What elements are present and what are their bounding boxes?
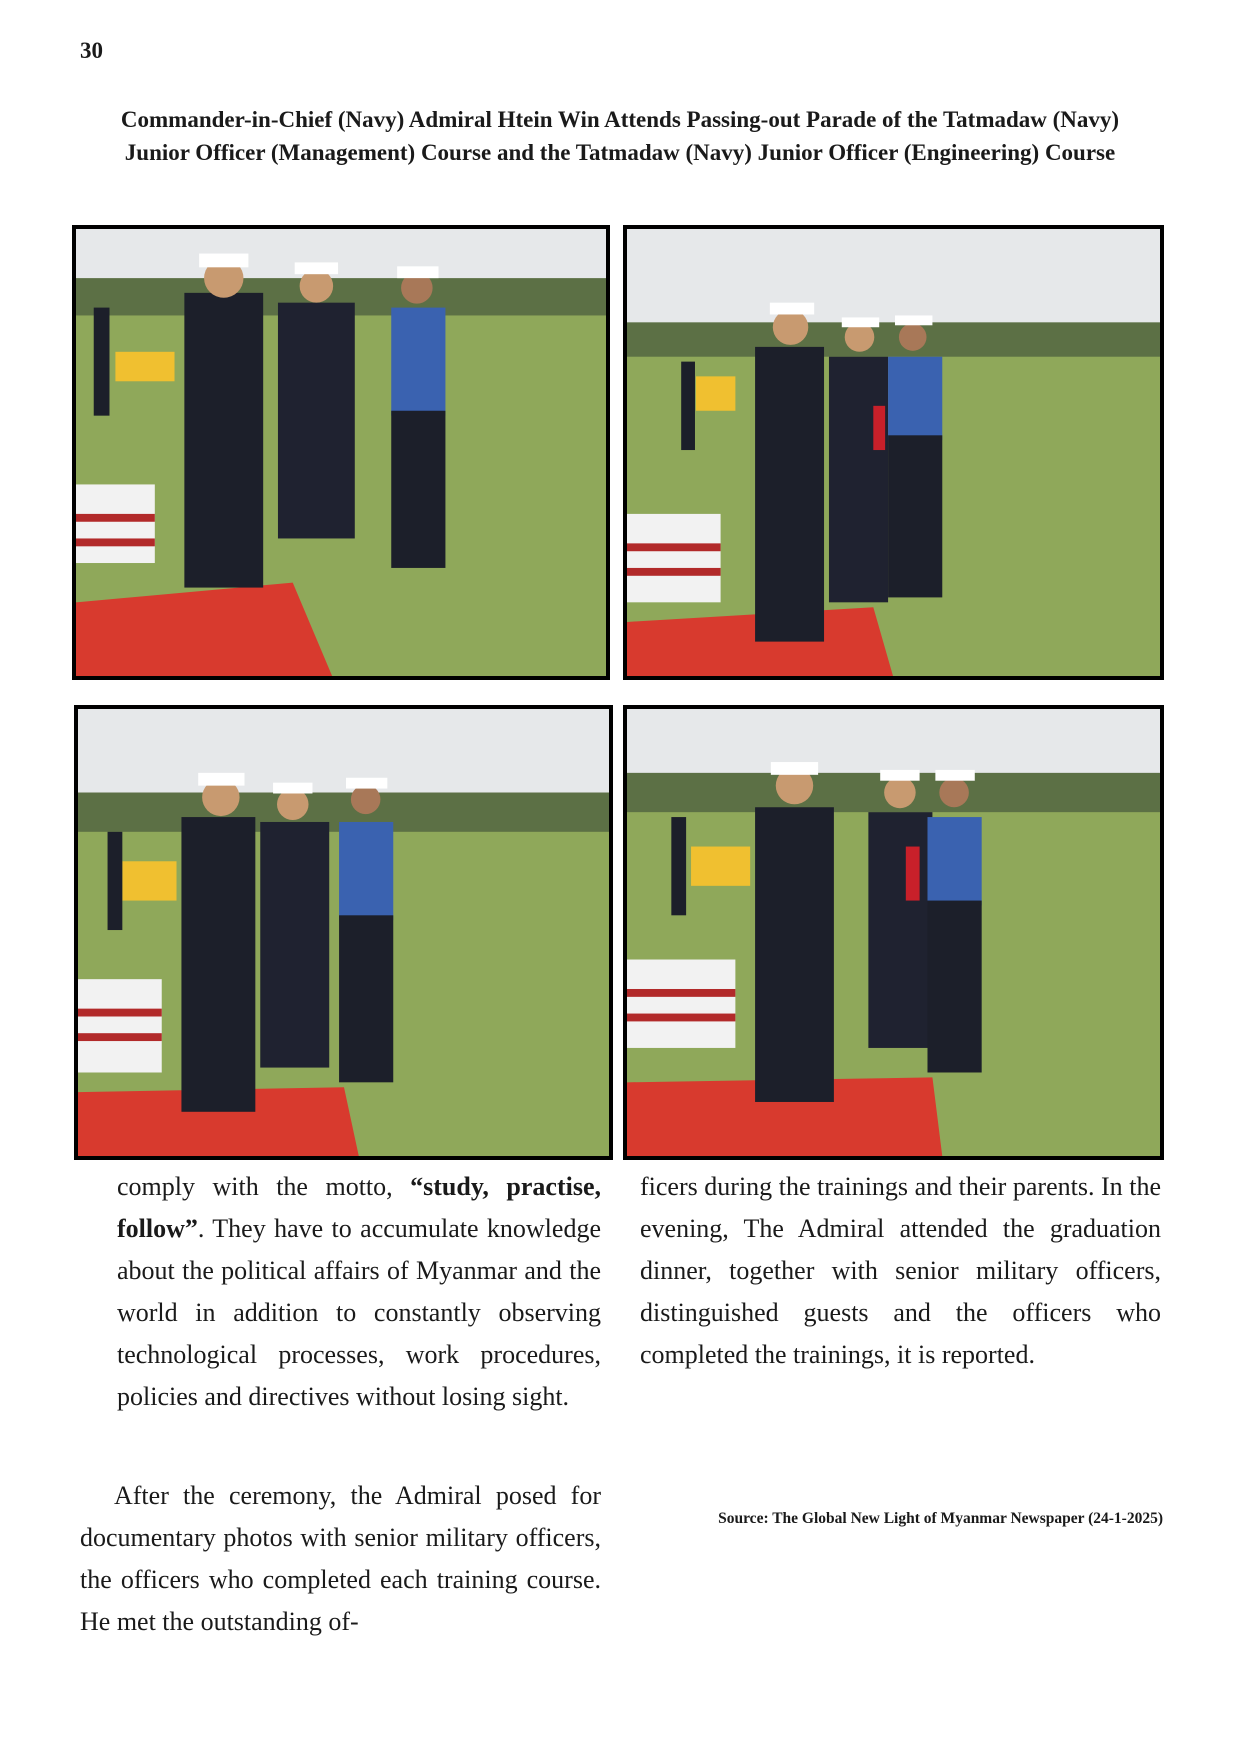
photo-scene	[78, 709, 609, 1156]
ceremony-photo-3	[74, 705, 613, 1160]
ceremony-photo-2	[623, 225, 1164, 680]
article-paragraph-after-ceremony: After the ceremony, the Admiral posed for documentary photos with senior military officers, the officers who completed each training course. He met the outstanding of-	[80, 1481, 601, 1636]
photo-scene	[627, 709, 1160, 1156]
article-column-left-continued	[80, 1475, 601, 1643]
paragraph-text: comply with the motto,	[117, 1172, 411, 1201]
photo-scene	[76, 229, 606, 676]
article-paragraph-motto	[117, 1166, 601, 1418]
ceremony-photo-4	[623, 705, 1164, 1160]
paragraph-text: . They have to accumulate knowledge about the political affairs of Myanmar and the world in addition to constantly observing technological processes, work procedures, policies and directives without losing sight.	[117, 1214, 601, 1411]
ceremony-photo-1	[72, 225, 610, 680]
article-paragraph-evening: ficers during the trainings and their parents. In the evening, The Admiral attended the graduation dinner, together with senior military officers, distinguished guests and the officers who completed the trainings, it is reported.	[640, 1172, 1161, 1369]
article-column-left	[117, 1166, 601, 1418]
page-number: 30	[80, 38, 103, 63]
source-credit: Source: The Global New Light of Myanmar Newspaper (24-1-2025)	[718, 1510, 1163, 1527]
article-column-right	[640, 1166, 1161, 1376]
photo-scene	[627, 229, 1160, 676]
article-title: Commander-in-Chief (Navy) Admiral Htein Win Attends Passing-out Parade of the Tatmadaw (Navy) Junior Officer (Management) Course and the Tatmadaw (Navy) Junior Officer (Engineering) Course	[120, 107, 1120, 165]
motto-bold: “study, practise, follow”	[117, 1172, 601, 1243]
